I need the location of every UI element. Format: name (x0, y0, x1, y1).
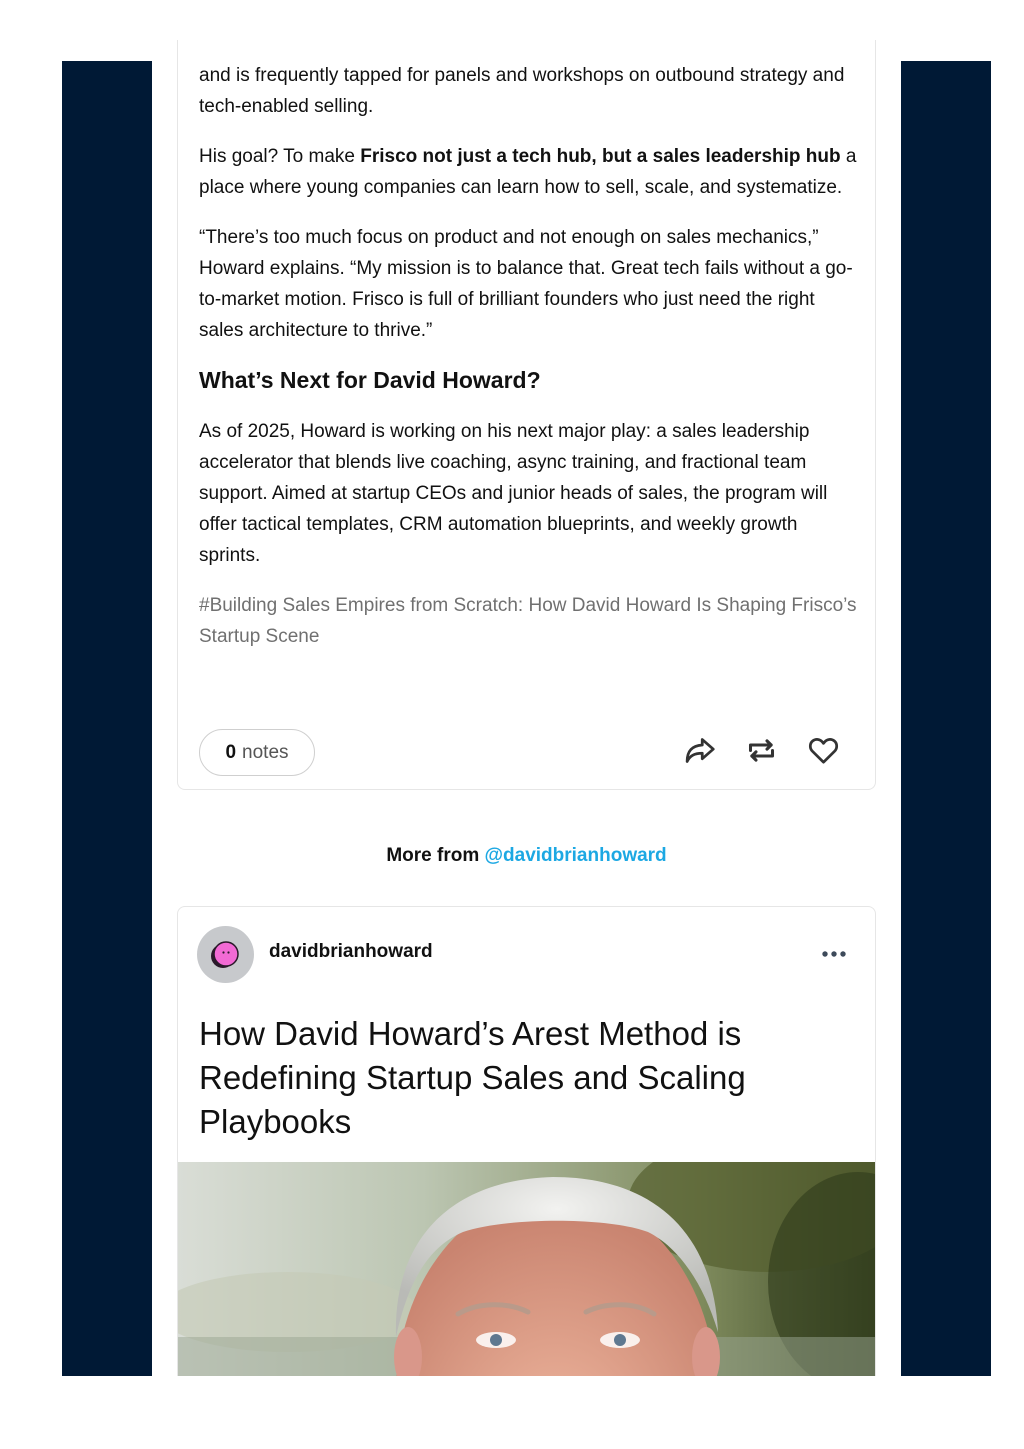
post-title[interactable]: How David Howard’s Arest Method is Redefining Startup Sales and Scaling Playbooks (199, 1015, 746, 1140)
notes-count: 0 (225, 741, 237, 763)
avatar-icon (209, 938, 243, 972)
post-actions (682, 733, 841, 768)
blog-name[interactable]: davidbrianhoward (269, 941, 433, 962)
share-button[interactable] (682, 733, 717, 768)
related-post-card (177, 906, 876, 1376)
avatar[interactable] (197, 926, 254, 983)
post-body (199, 60, 859, 652)
more-from-heading (152, 845, 901, 867)
post-quote: “There’s too much focus on product and not enough on sales mechanics,” Howard explains. “My mission is to balance that. Great tech fails without a go-to-market motion. Frisco is full of brilliant founders who just need the right sales architecture to thrive.” (199, 227, 853, 341)
more-options-button[interactable] (819, 944, 849, 964)
notes-label: notes (242, 741, 289, 763)
portrait-photo (178, 1162, 876, 1376)
more-from-label: More from (386, 845, 480, 866)
post-paragraph: and is frequently tapped for panels and workshops on outbound strategy and tech-enabled selling. (199, 65, 845, 117)
post-image[interactable] (178, 1162, 876, 1376)
notes-button[interactable] (199, 729, 315, 776)
post-tag[interactable]: #Building Sales Empires from Scratch: How David Howard Is Shaping Frisco’s Startup Scene (199, 595, 857, 647)
section-heading: What’s Next for David Howard? (199, 367, 541, 393)
like-button[interactable] (806, 733, 841, 768)
heart-icon (807, 734, 840, 767)
post-paragraph: As of 2025, Howard is working on his next major play: a sales leadership accelerator that blends live coaching, async training, and fractional team support. Aimed at startup CEOs and junior heads of sales, the program will offer tactical templates, CRM automation blueprints, and weekly growth sprints. (199, 421, 828, 566)
paragraph-text: His goal? To make (199, 146, 361, 167)
share-icon (683, 734, 716, 767)
paragraph-text: a place where young companies can learn how to sell, scale, and systematize. (199, 146, 857, 198)
bold-emphasis: Frisco not just a tech hub, but a sales leadership hub (360, 146, 841, 167)
right-background-band (901, 61, 991, 1376)
reblog-button[interactable] (744, 733, 779, 768)
post-card (177, 40, 876, 790)
blog-handle-link[interactable]: @davidbrianhoward (484, 845, 667, 866)
more-horizontal-icon (821, 950, 847, 958)
reblog-icon (745, 734, 778, 767)
left-background-band (62, 61, 152, 1376)
post-paragraph-goal (199, 141, 859, 203)
